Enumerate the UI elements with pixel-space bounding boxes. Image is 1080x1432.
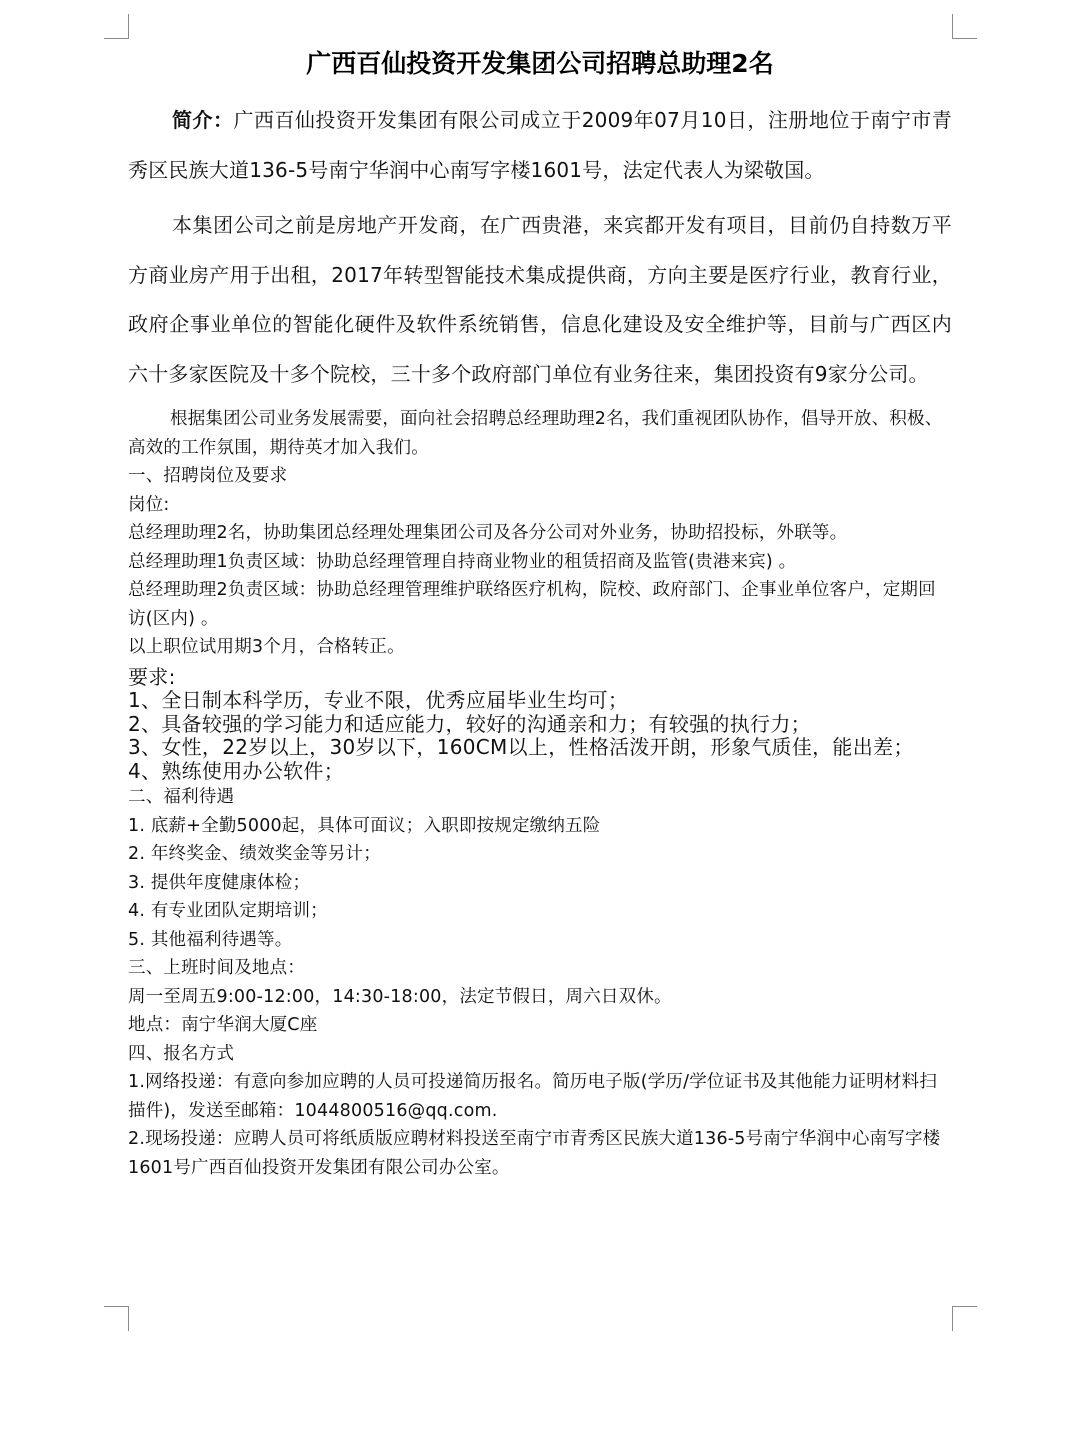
requirements-label: 要求: [128,664,176,689]
crop-mark-top-right [952,14,977,39]
recruit-paragraph: 根据集团公司业务发展需要，面向社会招聘总经理助理2名，我们重视团队协作，倡导开放、积极、高效的工作氛围，期待英才加入我们。 [128,409,943,458]
requirement-item: 2、具备较强的学习能力和适应能力，较好的沟通亲和力；有较强的执行力； [128,711,811,736]
apply-onsite: 2.现场投递：应聘人员可将纸质版应聘材料投送至南宁市青秀区民族大道136-5号南宁华润中心南写字楼1601号广西百仙投资开发集团有限公司办公室。 [128,1129,941,1178]
assistant2-area: 总经理助理2负责区域：协助总经理管理维护联络医疗机构，院校、政府部门、企事业单位客户，定期回访(区内) 。 [128,580,936,629]
crop-mark-bottom-right [952,1306,977,1331]
assistant1-area: 总经理助理1负责区域：协助总经理管理自持商业物业的租赁招商及监管(贵港来宾) 。 [128,551,797,572]
requirement-item: 4、熟练使用办公软件； [128,758,345,783]
requirement-item: 3、女性，22岁以上，30岁以下，160CM以上，性格活泼开朗，形象气质佳，能出差； [128,735,914,759]
post-description: 总经理助理2名，协助集团总经理处理集团公司及各分公司对外业务，协助招投标，外联等。 [128,523,848,543]
requirement-item: 1、全日制本科学历，专业不限，优秀应届毕业生均可； [128,688,629,712]
work-location: 地点：南宁华润大厦C座 [128,1015,318,1035]
section-heading-apply: 四、报名方式 [128,1043,235,1064]
benefit-item: 5. 其他福利待遇等。 [128,929,293,950]
document-page [128,44,952,1182]
benefit-item: 2. 年终奖金、绩效奖金等另计； [128,844,381,864]
crop-mark-bottom-left [104,1306,129,1331]
benefit-item: 4. 有专业团队定期培训； [128,901,328,921]
intro-paragraph-business: 本集团公司之前是房地产开发商，在广西贵港，来宾都开发有项目，目前仍自持数万平方商业房产用于出租，2017年转型智能技术集成提供商，方向主要是医疗行业，教育行业，政府企事业单位的智能化硬件及软件系统销售，信息化建设及安全维护等，目前与广西区内六十多家医院及十多个院校，三十多个政府部门单位有业务往来，集团投资有9家分公司。 [128,213,952,386]
apply-online: 1.网络投递：有意向参加应聘的人员可投递简历报名。简历电子版(学历/学位证书及其他能力证明材料扫描件)，发送至邮箱：1044800516@qq.com. [128,1072,938,1121]
intro-paragraph-company [128,96,952,195]
post-label: 岗位: [128,494,170,515]
section-heading-benefits: 二、福利待遇 [128,787,235,807]
section-heading-schedule: 三、上班时间及地点： [128,958,305,978]
work-hours: 周一至周五9:00-12:00，14:30-18:00，法定节假日，周六日双休。 [128,986,672,1007]
probation-note: 以上职位试用期3个月，合格转正。 [128,637,405,657]
benefit-item: 1. 底薪+全勤5000起，具体可面议；入职即按规定缴纳五险 [128,815,601,836]
page-title: 广西百仙投资开发集团公司招聘总助理2名 [306,49,774,78]
intro-text-company: 广西百仙投资开发集团有限公司成立于2009年07月10日，注册地位于南宁市青秀区民族大道136-5号南宁华润中心南写字楼1601号，法定代表人为梁敬国。 [128,108,952,182]
intro-label: 简介： [172,108,234,132]
section-heading-positions: 一、招聘岗位及要求 [128,466,288,486]
benefit-item: 3. 提供年度健康体检； [128,872,311,893]
crop-mark-top-left [104,14,129,39]
